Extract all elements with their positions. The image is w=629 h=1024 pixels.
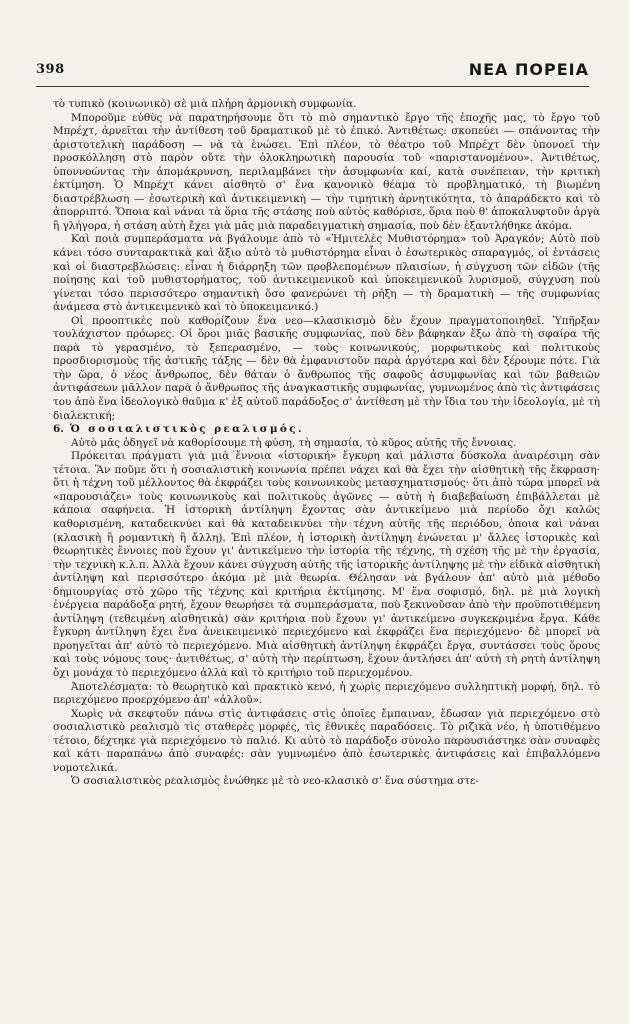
paragraph: Μποροῦμε εὐθὺς νὰ παρατηρήσουμε ὅτι τὸ πιὸ σημαντικὸ ἔργο τῆς ἐποχῆς μας, τὸ ἔργο τοῦ Μπρέχτ, ἀρνεῖται τὴν ἀντίθεση τοῦ δραματικοῦ μὲ τὸ ἐπικό. Ἀντιθέτως: σκοπεύει — σπάνοντας τὴν ἀριστοτελικὴ παράδοση — νὰ τὰ ἑνώσει. Ἐπὶ πλέον, τὸ θέατρο τοῦ Μπρέχτ δὲν ὑπονοεῖ τὴν προσκόλληση στὸ παρὸν οὔτε τὴν ὁλοκληρωτικὴ παρουσία τοῦ «παριστανομένου». Ἀντιθέτως, ὑποννοώντας τὴν ἀπομάκρυνση, περιλαμβάνει τὴν ἀσυμφωνία καί, κατὰ συνέπειαν, τὴν κριτικὴ ἐκτίμηση. Ὁ Μπρέχτ κάνει αἰσθητὸ σ' ἕνα κανονικὸ θέαμα τὸ προβληματικό, τὴ βιωμένη διαστρέβλωση — ἐσωτερικὴ καὶ ἀντικειμενικὴ — τὴν τιμητικὴ ἀρνητικότητα, τὸ ἀπαράδεκτο καὶ τὸ ἀπορριπτό. Ὅποια καὶ νάναι τὰ ὅρια τῆς στάσης ποὺ αὐτὸς καθόρισε, ὅρια ποὺ θ' ἀποκαλυφτοῦν ἀργὰ ἢ γλήγορα, ἡ στάση αὐτὴ ἔχει γιὰ μᾶς μιὰ παραδειγματικὴ σημασία, ποὺ δὲν ἐξαντλήθηκε ἀκόμα.	[53, 111, 600, 232]
paragraph: Αὐτὸ μᾶς ὁδηγεῖ νὰ καθορίσουμε τὴ φύση, τὴ σημασία, τὸ κῦρος αὐτῆς τῆς ἔννοιας.	[71, 436, 517, 449]
section-number: 6.	[53, 423, 64, 436]
paragraph: Καὶ ποιὰ συμπεράσματα νὰ βγάλουμε ἀπὸ τὸ «Ἡμιτελὲς Μυθιστόρημα» τοῦ Ἀραγκόν; Αὐτὸ ποὺ κάνει τόσο συνταρακτικὰ καὶ ἄξιο αὐτὸ τὸ μυθιστόρημα εἶναι ὁ ἐσωτερικὸς σπαραγμός, οἱ ἐντάσεις καὶ οἱ διαστρεβλώσεις: εἶναι ἡ διάρρηξη τῶν προβλεπομένων πλαισίων, ἡ σύγχυση τῶν εἰδῶν (τῆς ποίησης καὶ τοῦ μυθιστορήματος, τοῦ ἀντικειμενικοῦ καὶ ὑποκειμενικοῦ λυρισμοῦ, σύγχυση ποὺ γίνεται τόσο περισσότερο σημαντικὴ ὅσο φανερώνει τὴ ρήξη — τὴ δραματικὴ — τῆς συμφωνίας ἀνάμεσα στὸ ἀντικειμενικὸ καὶ τὸ ὑποκειμενικό.)	[53, 233, 600, 314]
paragraph: τὸ τυπικὸ (κοινωνικὸ) σὲ μιὰ πλήρη ἁρμονικὴ συμφωνία.	[53, 98, 357, 110]
paragraph: Πρόκειται πράγματι γιὰ μιὰ ἔννοια «ἱστορική» ἔγκυρη καὶ μάλιστα δύσκολα ἀναιρέσιμη σὰν τέτοια. Ἂν ποῦμε ὅτι ἡ σοσιαλιστικὴ κοινωνία πρέπει νάχει καὶ θὰ ἔχει τὴν αἰσθητικὴ τῆς ἔκφραση· ὅτι ἡ τέχνη τοῦ μέλλοντος θὰ ἐκφράζει τοὺς κοινωνικοὺς μετασχηματισμούς· ὅτι ἀπὸ τώρα μπορεῖ νὰ «παρουσιάζει» τοὺς κοινωνικοὺς καὶ πολιτικοὺς ἀγῶνες — αὐτὴ ἡ διαβεβαίωση ἐπιβάλλεται μὲ κάποια σαφήνεια. Ἡ ἱστορικὴ ἀντίληψη ἔχοντας σὰν ἀντικείμενο μιὰ περίοδο ὄχι καλῶς καθορισμένη, καταδεικνύει καὶ θὰ καταδεικνύει τὴν τέχνη αὐτῆς τῆς περιόδου, ὁποια καὶ νάναι (κλασικὴ ἢ ρομαντικὴ ἢ ἄλλη). Ἐπὶ πλέον, ἡ ἱστορικὴ ἀντίληψη ἑνώνεται μ' ἄλλες ἱστορικὲς καὶ θεωρητικὲς ἔννοιες ποὺ ἔχουν γι' ἀντικείμενο τὴν ἱστορία τῆς τέχνης, τὴ σχέση τῆς μὲ τὴν ἐργασία, τὴν τεχνικὴ κ.λ.π. Ἀλλὰ ἔχουν κάνει σύγχυση αὐτῆς τῆς ἱστορικῆς ἀντίληψης μὲ τὴν εἰδικὰ αἰσθητικὴ ἀντίληψη καὶ περισσότερο ἀκόμα μὲ μιὰ θεωρία. Θέλησαν νὰ βγάλουν ἀπ' αὐτὸ μιὰ μέθοδο δημιουργίας στὸ χῶρο τῆς τέχνης καὶ κριτήρια ἐκτίμησης. Μ' ἕνα σοφισμό, δηλ. μὲ μιὰ λογικὴ ἐνέργεια παράδοξα ρητή, ἔχουν θεωρήσει τὰ συμπεράσματα, ποὺ ξεκινοῦσαν ἀπὸ τὴν προϋποτιθέμενη ἀντίληψη (τεθειμένη αἰσθητικὰ) σὰν κριτήρια ποὺ ἔχουν γι' ἀντικείμενο συγκεκριμένα ἔργα. Κάθε ἔγκυρη ἀντίληψη ἔχει ἕνα ἀνεικειμενικὸ περιεχόμενο καὶ ἐκφράζει ἕνα περιεχόμενο· δὲ μπορεῖ νὰ προηγεῖται ἀπ' αὐτὸ τὸ περιεχόμενο. Μιὰ αἰσθητικὴ ἀντίληψη ἐκφράζει ἔργα, συντάσσει τοὺς ὅρους καὶ τοὺς νόμους τους· ἀντιθέτως, σ' αὐτὴ τὴν περίπτωση, ἔχουν ἀντλήσει ἀπ' αὐτὴ τὴ ρητὴ ἀντίληψη ὄχι μονάχα τὸ περιεχόμενο ἀλλὰ καὶ τὸ κριτήριο τοῦ περιεχομένου.	[53, 450, 600, 679]
article-body	[53, 98, 600, 1016]
paragraph: Ὁ σοσιαλιστικὸς ρεαλισμὸς ἑνώθηκε μὲ τὸ νεο-κλασικὸ σ' ἕνα σύστημα στε-	[71, 775, 479, 788]
page-number: 398	[36, 62, 65, 77]
paragraph: Ἀποτελέσματα: τὸ θεωρητικὸ καὶ πρακτικὸ κενό, ἡ χωρὶς περιεχόμενο συλληπτικὴ μορφή, δηλ. τὸ περιεχόμενο προερχόμενο ἀπ' «ἀλλοῦ».	[53, 680, 600, 707]
section-heading	[53, 423, 600, 437]
section-title: Ὁ σοσιαλιστικὸς ρεαλισμός.	[69, 423, 305, 436]
running-title: ΝΕΑ ΠΟΡΕΙΑ	[468, 60, 589, 79]
paragraph: Οἱ προοπτικὲς ποὺ καθορίζουν ἕνα νεο—κλασικισμὸ δὲν ἔχουν πραγματοποιηθεῖ. Ὑπῆρξαν τουλάχιστον πρόωρες. Οἱ ὅροι μιᾶς βασικῆς συμφωνίας, ποὺ δὲν βάφηκαν ἔξω ἀπὸ τὴ σφαίρα τῆς παρὰ τὸ γερασμένο, τὸ ξεπερασμένο, — τοὺς κοινωνικούς, μορφωτικοὺς καὶ πολιτικοὺς προσδιορισμοὺς τῆς ἀστικῆς τάξης — δὲν θὰ ἐμφανιστοῦν παρὰ ἀργότερα καὶ δὲν ξέρουμε πότε. Γιὰ τὴν ὥρα, ὁ νέος ἄνθρωπος, δὲν θάταν ὁ ἄνθρωπος τῆς σαφοῦς ἀσυμφωνίας καὶ τῶν βαθειῶν ἀντιφάσεων μᾶλλον παρὰ ὁ ἄνθρωπος τῆς ἀναγκαστικῆς συμφωνίας, γυμνωμένος ἀπὸ τὶς ἀντιφάσεις του ἀπὸ ἕνα ἰδεολογικὸ θαῦμα κ' ἐξ αὐτοῦ παράδοξος σ' ἀντίθεση μὲ τὴν ἴδια του τὴν ἰδεολογία, μὲ τὴ διαλεκτική;	[53, 314, 600, 422]
page-header	[36, 62, 589, 87]
paragraph: Χωρὶς νὰ σκεφτοῦν πάνω στὶς ἀντιφάσεις στὶς ὁποῖες ἔμπαιναν, ἔδωσαν γιὰ περιεχόμενο στὸ σοσιαλιστικὸ ρεαλισμὸ τὶς σταθερὲς μορφές, τὶς ἐθνικὲς παραδόσεις. Τὸ ριζικὰ νέο, ἡ ὑποτιθέμενο τέτοιο, δέχτηκε γιὰ περιεχόμενο τὸ παλιό. Κι αὐτὸ τὸ παράδοξο σύνολο παρουσιάστηκε σὰν συναφὲς καὶ κάτι παραπάνω ἀπὸ συναφές: σὰν γυμνωμένο ἀπὸ ἐσωτερικὲς ἀντιφάσεις καὶ ἐπιβαλλόμενο νομοτελικά.	[53, 707, 600, 774]
